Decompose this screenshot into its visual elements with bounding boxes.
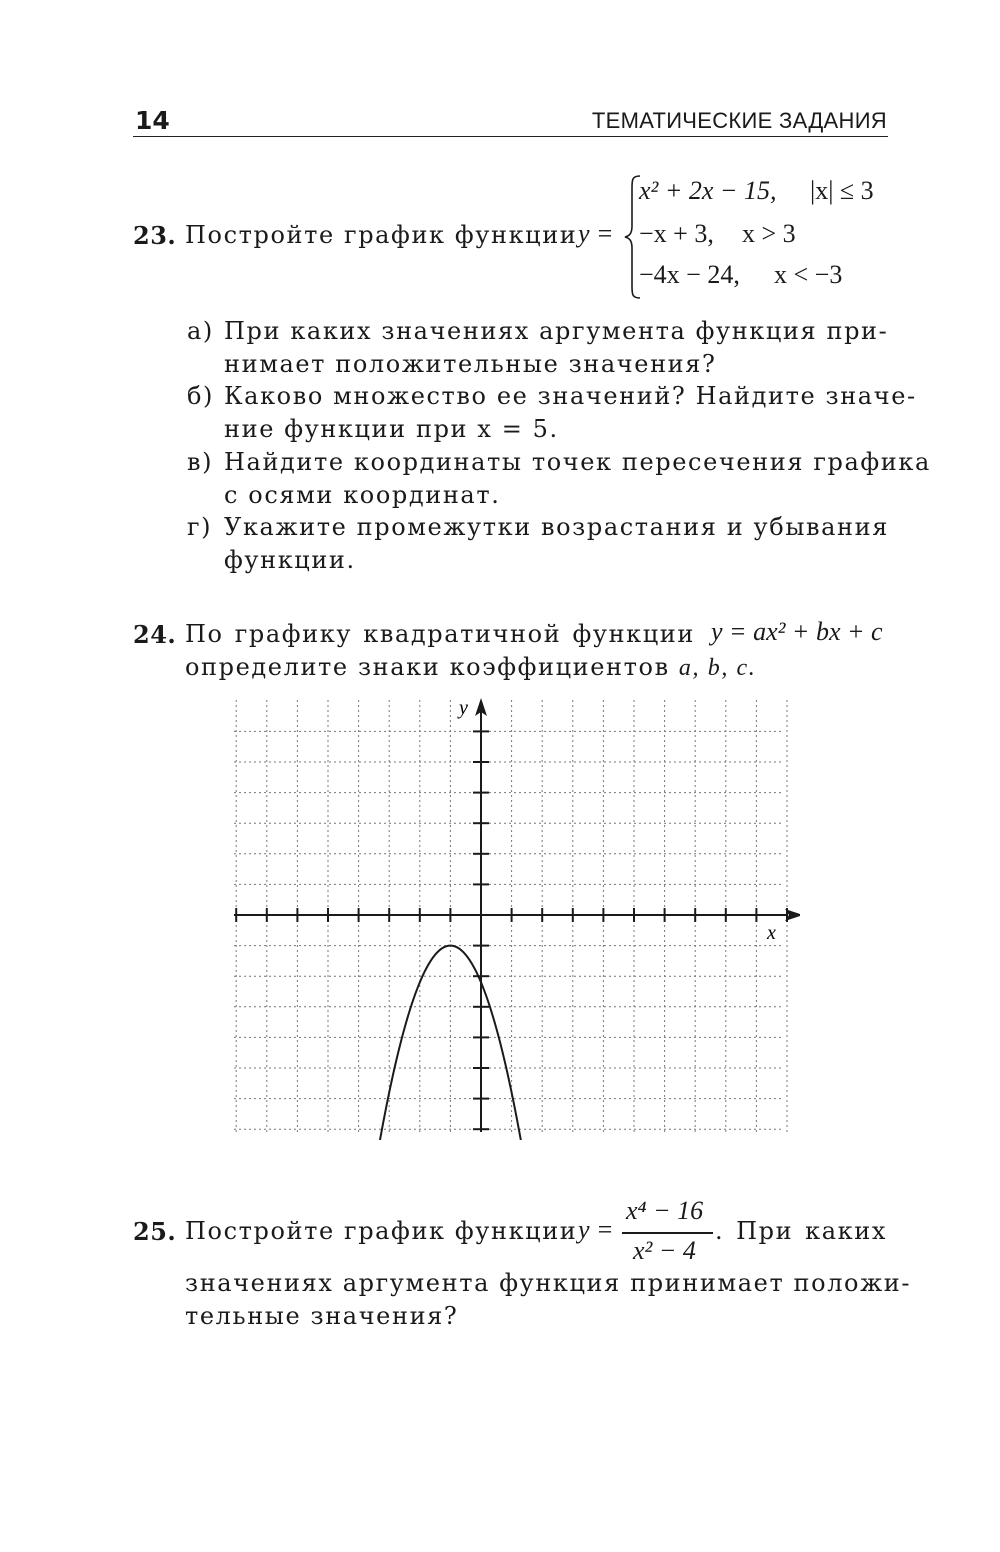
problem-24-line-1 — [185, 618, 695, 651]
problem-23-y-equals: y = — [578, 219, 614, 248]
problem-23-number: 23. — [133, 221, 177, 250]
item-g-line-2: функции. — [224, 546, 356, 574]
axes — [234, 698, 800, 1132]
item-v-line-1: Найдите координаты точек пересечения графика — [224, 448, 931, 476]
parabola-chart — [220, 690, 800, 1140]
case-2-expr: −x + 3, — [639, 219, 714, 248]
item-b-letter: б) — [187, 382, 215, 410]
item-g-line-1: Укажите промежутки возрастания и убывания — [224, 513, 889, 541]
case-1-expr — [639, 176, 776, 206]
problem-25-after-text: . При каких — [715, 1217, 887, 1245]
problem-25-line-3: тельные значения? — [185, 1302, 459, 1330]
item-a-letter: а) — [187, 317, 214, 345]
fraction-bar — [622, 1232, 713, 1234]
problem-25-y-equals: y = — [578, 1215, 614, 1244]
problem-24-line-2-text: определите знаки коэффициентов — [185, 653, 670, 681]
problem-24-line-1-text: По графику квадратичной функции — [185, 620, 695, 648]
problem-25-intro: Постройте график функции — [185, 1217, 578, 1245]
case-3-cond: x < −3 — [774, 260, 843, 289]
page-number: 14 — [135, 106, 170, 135]
item-v-letter: в) — [187, 448, 214, 476]
header-rule — [133, 136, 888, 137]
problem-24-number: 24. — [133, 620, 177, 649]
item-b-line-1: Каково множество ее значений? Найдите значе- — [224, 382, 917, 410]
problem-24-formula: y = ax² + bx + c — [711, 617, 883, 646]
case-3-expr: −4x − 24, — [639, 260, 740, 289]
case-1-expr-text: x² + 2x − 15, — [639, 176, 777, 205]
problem-24-line-2 — [185, 651, 756, 685]
problem-25-number: 25. — [133, 1217, 177, 1246]
item-g-letter: г) — [187, 513, 213, 541]
grid-horizontal — [234, 731, 783, 1129]
section-title: ТЕМАТИЧЕСКИЕ ЗАДАНИЯ — [591, 108, 887, 133]
case-1-cond: |x| ≤ 3 — [810, 176, 874, 205]
item-v-line-2: с осями координат. — [224, 481, 501, 509]
item-a-line-2: нимает положительные значения? — [224, 350, 717, 378]
fraction-numerator: x⁴ − 16 — [626, 1196, 704, 1225]
problem-25-after — [715, 1215, 887, 1248]
problem-24-vars: a, b, c. — [678, 655, 757, 681]
item-b-line-2: ние функции при x = 5. — [224, 415, 559, 443]
case-2-cond: x > 3 — [742, 219, 796, 248]
problem-25-line-2: значениях аргумента функция принимает положи- — [185, 1269, 912, 1297]
item-a-line-1: При каких значениях аргумента функция при- — [224, 317, 889, 345]
fraction-denominator: x² − 4 — [633, 1236, 696, 1265]
y-axis-label: y — [459, 697, 468, 719]
problem-23-intro: Постройте график функции — [185, 221, 578, 249]
x-axis-label: x — [767, 922, 776, 944]
